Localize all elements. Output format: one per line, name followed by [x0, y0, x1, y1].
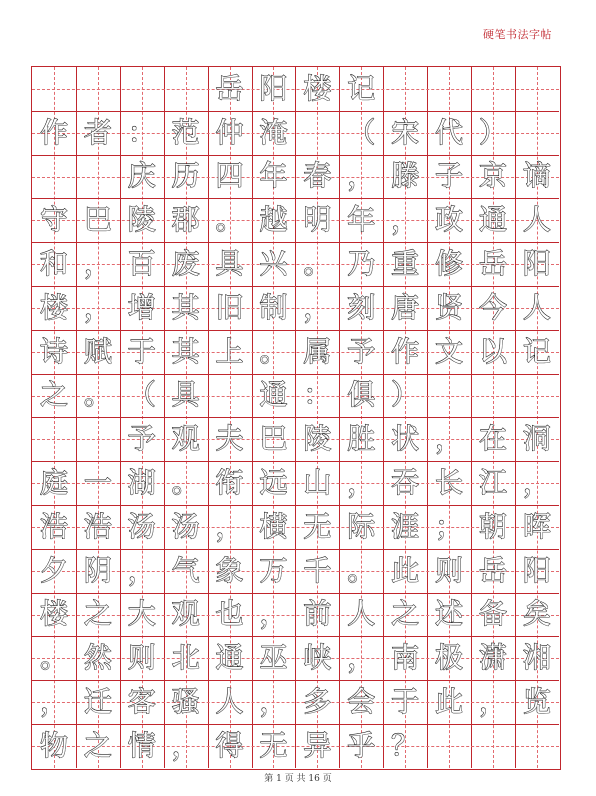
grid-cell: 阳 [259, 71, 288, 105]
grid-cell: 作 [39, 115, 68, 149]
grid-cell: 胜 [347, 422, 376, 456]
grid-cell: ， [347, 159, 376, 193]
grid-cell: 旧 [215, 290, 244, 324]
grid-cell: 属 [303, 334, 332, 368]
grid-cell: 郡 [171, 203, 200, 237]
grid-cell: 岳 [478, 553, 507, 587]
grid-cell: 增 [127, 290, 156, 324]
grid-cell: 年 [259, 159, 288, 193]
grid-cell: 历 [171, 159, 200, 193]
grid-cell: 唐 [391, 290, 420, 324]
grid-cell: 之 [39, 378, 68, 412]
grid-cell: 之 [83, 597, 112, 631]
grid-cell: 然 [83, 641, 112, 675]
grid-cell: 岳 [478, 247, 507, 281]
grid-cell: ， [478, 685, 507, 719]
grid-cell: 明 [303, 203, 332, 237]
grid-cell: 夫 [215, 422, 244, 456]
grid-cell: 极 [435, 641, 464, 675]
grid-cell: 庭 [39, 466, 68, 500]
grid-cell [208, 374, 252, 418]
grid-cell: 浩 [83, 509, 112, 543]
grid-cell: 和 [39, 247, 68, 281]
grid-cell: 仲 [215, 115, 244, 149]
grid-cell: 岳 [215, 71, 244, 105]
grid-cell [76, 67, 120, 111]
grid-cell: 巴 [259, 422, 288, 456]
grid-cell: 此 [391, 553, 420, 587]
grid-cell [32, 67, 76, 111]
grid-cell: 朝 [478, 509, 507, 543]
grid-cell: 潇 [478, 641, 507, 675]
grid-cell: 观 [171, 422, 200, 456]
grid-cell: 通 [259, 378, 288, 412]
grid-cell: 览 [522, 685, 551, 719]
grid-cell [427, 67, 471, 111]
grid-cell: 予 [347, 334, 376, 368]
grid-cell: 。 [83, 378, 112, 412]
grid-cell: 汤 [171, 509, 200, 543]
grid-cell: 代 [435, 115, 464, 149]
grid-cell: 刻 [347, 290, 376, 324]
grid-cell: 滕 [391, 159, 420, 193]
grid-cell: 陵 [303, 422, 332, 456]
grid-cell: 夕 [39, 553, 68, 587]
grid-cell: 吞 [391, 466, 420, 500]
grid-cell: 之 [391, 597, 420, 631]
grid-cell: 人 [522, 203, 551, 237]
grid-cell: 则 [435, 553, 464, 587]
grid-cell: 横 [259, 509, 288, 543]
grid-cell: ， [171, 728, 200, 762]
grid-cell: 大 [127, 597, 156, 631]
grid-cell: 庆 [127, 159, 156, 193]
grid-cell: 修 [435, 247, 464, 281]
grid-cell: 废 [171, 247, 200, 281]
grid-cell: 此 [435, 685, 464, 719]
grid-cell [471, 724, 515, 768]
grid-cell: 乎 [347, 728, 376, 762]
grid-cell: 异 [303, 728, 332, 762]
grid-cell: 于 [391, 685, 420, 719]
grid-cell: 阳 [522, 247, 551, 281]
grid-cell: 晖 [522, 509, 551, 543]
grid-cell: 也 [215, 597, 244, 631]
grid-cell: 春 [303, 159, 332, 193]
grid-cell: ， [435, 422, 464, 456]
grid-cell [76, 155, 120, 199]
grid-cell: 通 [215, 641, 244, 675]
grid-cell [76, 417, 120, 461]
grid-cell: ？ [391, 728, 420, 762]
grid-cell: 阳 [522, 553, 551, 587]
grid-cell: 其 [171, 334, 200, 368]
grid-cell: 制 [259, 290, 288, 324]
grid-cell: ， [39, 685, 68, 719]
grid-cell: 南 [391, 641, 420, 675]
grid-cell: 迁 [83, 685, 112, 719]
grid-cell: ， [259, 597, 288, 631]
grid-cell: 。 [39, 641, 68, 675]
grid-cell: 其 [171, 290, 200, 324]
grid-cell: 重 [391, 247, 420, 281]
worksheet-title: 硬笔书法字帖 [483, 28, 552, 41]
grid-cell: 四 [215, 159, 244, 193]
grid-cell [427, 724, 471, 768]
grid-cell: 楼 [303, 71, 332, 105]
grid-cell: 气 [171, 553, 200, 587]
grid-cell: 无 [259, 728, 288, 762]
grid-cell: 千 [303, 553, 332, 587]
grid-cell: 淹 [259, 115, 288, 149]
grid-cell: 。 [259, 334, 288, 368]
page-indicator: 第 1 页 共 16 页 [264, 774, 332, 784]
grid-cell: 涯 [391, 509, 420, 543]
grid-cell: 万 [259, 553, 288, 587]
grid-cell: 湘 [522, 641, 551, 675]
grid-cell [427, 374, 471, 418]
grid-cell [515, 67, 559, 111]
grid-cell: 矣 [522, 597, 551, 631]
grid-cell: 客 [127, 685, 156, 719]
grid-cell: 。 [215, 203, 244, 237]
grid-cell [32, 155, 76, 199]
grid-cell: 情 [127, 728, 156, 762]
grid-cell: ） [478, 115, 507, 149]
grid-cell: 政 [435, 203, 464, 237]
grid-cell: （ [347, 115, 376, 149]
grid-cell: ， [83, 290, 112, 324]
writing-grid [31, 66, 561, 770]
grid-cell: 洞 [522, 422, 551, 456]
grid-cell: 江 [478, 466, 507, 500]
grid-cell: 百 [127, 247, 156, 281]
grid-cell: 以 [478, 334, 507, 368]
grid-cell: 巫 [259, 641, 288, 675]
grid-cell: 。 [171, 466, 200, 500]
grid-cell [32, 417, 76, 461]
grid-cell: 备 [478, 597, 507, 631]
grid-cell: 宋 [391, 115, 420, 149]
grid-cell: 则 [127, 641, 156, 675]
grid-cell: 京 [478, 159, 507, 193]
grid-cell: 无 [303, 509, 332, 543]
grid-cell [471, 67, 515, 111]
grid-cell: 物 [39, 728, 68, 762]
grid-cell: 赋 [83, 334, 112, 368]
grid-cell: 上 [215, 334, 244, 368]
grid-cell [515, 111, 559, 155]
grid-cell: 记 [347, 71, 376, 105]
grid-cell: 今 [478, 290, 507, 324]
grid-cell: 。 [347, 553, 376, 587]
grid-cell: 者 [83, 115, 112, 149]
grid-cell: 贤 [435, 290, 464, 324]
grid-cell: 予 [127, 422, 156, 456]
grid-cell: 诗 [39, 334, 68, 368]
grid-cell: 通 [478, 203, 507, 237]
grid-cell: 前 [303, 597, 332, 631]
grid-cell: ， [303, 290, 332, 324]
grid-cell: ， [347, 641, 376, 675]
grid-cell: 述 [435, 597, 464, 631]
grid-cell: 浩 [39, 509, 68, 543]
grid-cell: 北 [171, 641, 200, 675]
grid-cell: 山 [303, 466, 332, 500]
grid-cell: 之 [83, 728, 112, 762]
grid-cell: 越 [259, 203, 288, 237]
grid-cell: ， [391, 203, 420, 237]
grid-cell: ， [522, 466, 551, 500]
grid-cell: 人 [215, 685, 244, 719]
grid-cell: 衔 [215, 466, 244, 500]
grid-cell: 湖 [127, 466, 156, 500]
grid-cell: （ [127, 378, 156, 412]
grid-cell: ， [259, 685, 288, 719]
grid-cell: 观 [171, 597, 200, 631]
grid-cell: 楼 [39, 290, 68, 324]
grid-cell: 得 [215, 728, 244, 762]
grid-cell: 巴 [83, 203, 112, 237]
grid-cell: 乃 [347, 247, 376, 281]
grid-cell: ， [347, 466, 376, 500]
grid-cell [164, 67, 208, 111]
grid-cell: 多 [303, 685, 332, 719]
grid-cell: 具 [171, 378, 200, 412]
grid-cell: 具 [215, 247, 244, 281]
grid-cell: 人 [347, 597, 376, 631]
grid-cell: 于 [127, 334, 156, 368]
grid-cell: ： [303, 378, 332, 412]
grid-cell: 远 [259, 466, 288, 500]
grid-cell [120, 67, 164, 111]
grid-cell: 会 [347, 685, 376, 719]
grid-cell [295, 111, 339, 155]
grid-cell: 阴 [83, 553, 112, 587]
grid-cell: 记 [522, 334, 551, 368]
grid-cell: 象 [215, 553, 244, 587]
grid-cell: ： [127, 115, 156, 149]
grid-cell: 。 [303, 247, 332, 281]
grid-cell: 陵 [127, 203, 156, 237]
grid-cell: 骚 [171, 685, 200, 719]
grid-cell: 范 [171, 115, 200, 149]
grid-cell: 守 [39, 203, 68, 237]
grid-cell: 年 [347, 203, 376, 237]
grid-cell: 俱 [347, 378, 376, 412]
grid-cell: ， [127, 553, 156, 587]
grid-cell: 兴 [259, 247, 288, 281]
grid-cell: 人 [522, 290, 551, 324]
grid-cell: 汤 [127, 509, 156, 543]
grid-cell [515, 724, 559, 768]
grid-cell: 子 [435, 159, 464, 193]
grid-cell: 文 [435, 334, 464, 368]
grid-cell [383, 67, 427, 111]
grid-cell: 际 [347, 509, 376, 543]
grid-cell: ， [215, 509, 244, 543]
grid-cell: 长 [435, 466, 464, 500]
grid-cell: 谪 [522, 159, 551, 193]
grid-cell: 一 [83, 466, 112, 500]
grid-cell: ， [83, 247, 112, 281]
grid-cell: 在 [478, 422, 507, 456]
grid-cell [471, 374, 515, 418]
grid-cell: 峡 [303, 641, 332, 675]
grid-cell: 作 [391, 334, 420, 368]
grid-cell [515, 374, 559, 418]
grid-cell: ） [391, 378, 420, 412]
grid-cell: 状 [391, 422, 420, 456]
grid-cell: ； [435, 509, 464, 543]
grid-cell: 楼 [39, 597, 68, 631]
